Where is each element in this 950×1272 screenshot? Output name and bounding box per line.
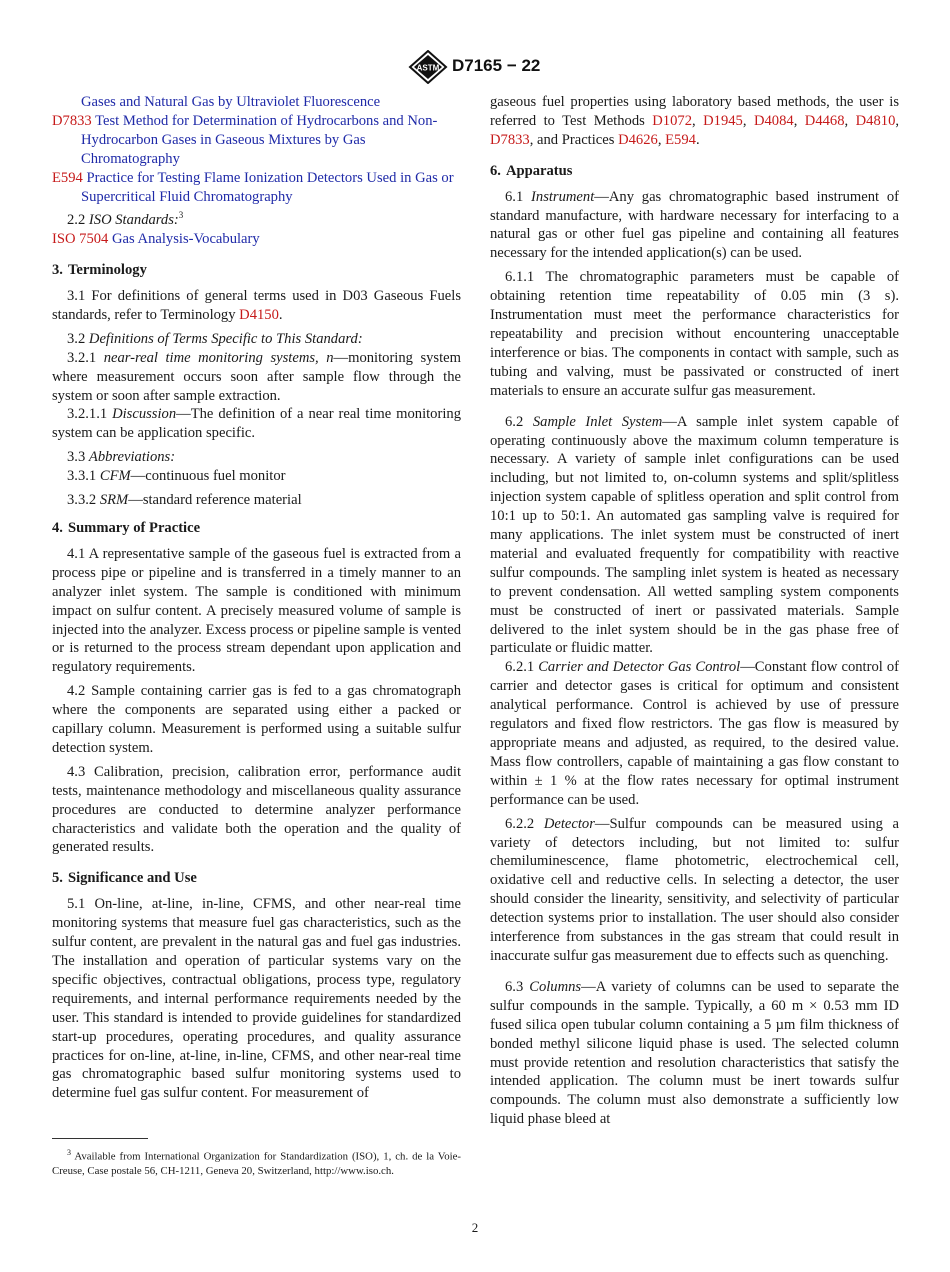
section-heading-apparatus: 6. Apparatus <box>490 162 573 179</box>
link-practice[interactable]: E594 <box>665 131 696 148</box>
link-d4150[interactable]: D4150 <box>239 306 279 323</box>
section-heading-significance: 5. Significance and Use <box>52 870 197 887</box>
link-test-method[interactable]: D7833 <box>490 131 530 148</box>
left-column <box>52 93 461 1103</box>
iso-standards-heading: 2.2 ISO Standards:$^3$ <box>67 210 184 229</box>
reference-iso-7504 <box>52 230 461 249</box>
reference-code-link[interactable]: ISO 7504 <box>52 231 109 248</box>
reference-e594 <box>52 169 461 207</box>
paragraph-3-2-1-1: 3.2.1.1 Discussion—The definition of a near real time monitoring system can be application specific. <box>52 406 461 442</box>
paragraph-6-2-2: 6.2.2 Detector—Sulfur compounds can be measured using a variety of detectors including, but not limited to: sulfur chemiluminescence, flame photometric, electrochemical cell, oxidative cell and reductive cells. In selecting a detector, the user should consider the linearity, sensitivity, and selectivity of particular detection systems prior to installation. The user should also consider interference from substances in the gas stream that could result in inaccurate sulfur gas measurement due to effects such as quenching. <box>490 815 899 964</box>
paragraph-4-2: 4.2 Sample containing carrier gas is fed to a gas chromatograph where the components are separated using either a packed or capillary column. Measurement is performed using a suitable sulfur detection system. <box>52 683 461 756</box>
reference-continuation: Gases and Natural Gas by Ultraviolet Fluorescence <box>81 94 381 110</box>
paragraph-5-1-continuation: gaseous fuel properties using laboratory based methods, the user is referred to Test Methods D1072, D1945, D4084, D4468, D4810, D7833, and Practices D4626, E594. <box>490 94 900 148</box>
section-heading-terminology: 3. Terminology <box>52 262 147 279</box>
section-heading-summary: 4. Summary of Practice <box>52 519 201 536</box>
page-number: 2 <box>471 1220 479 1235</box>
paragraph-3-3-2: 3.3.2 SRM—standard reference material <box>67 492 302 509</box>
page-header <box>0 50 950 86</box>
paragraph-6-2: 6.2 Sample Inlet System—A sample inlet system capable of operating continuously above the maximum column temperature is necessary. A variety of sample inlet configurations can be used including, but not limited to, on-column systems and split/splitless injection system capable of splitless operation and split control from 10:1 up to 50:1. An automated gas sampling valve is required for many applications. The inlet system must be constructed of inert material and evaluated frequently for compatibility with reactive sulfur compounds. The sampling inlet system is heated as necessary to prevent condensation. All wetted sampling system components must be constructed of inert or passivated materials. Sample delivered to the inlet system should be in the gas phase free of particulate or fluidic matter. <box>490 413 899 657</box>
paragraph-4-1: 4.1 A representative sample of the gaseous fuel is extracted from a process pipe or pipeline and is transferred in a timely manner to an analyzer inlet system. The sample is conditioned with minimum impact on sulfur content. A precisely measured volume of sample is injected into the analyzer. Excess process or pipeline sample is vented or is returned to the process stream dependant upon application and regulatory requirements. <box>52 545 461 676</box>
paragraph-6-1: 6.1 Instrument—Any gas chromatographic based instrument of standard manufacture, with hardware necessary for interfacing to a natural gas or other fuel gas pipeline and containing all features necessary for the intended application(s) can be used. <box>490 188 899 262</box>
footnote-ref[interactable]: 3 <box>178 210 184 221</box>
document-designation: D7165 − 22 <box>452 56 541 75</box>
link-test-method[interactable]: D1072 <box>652 112 692 129</box>
reference-code-link[interactable]: D7833 <box>52 112 92 129</box>
reference-title-link[interactable]: Gas Analysis-Vocabulary <box>112 231 260 248</box>
reference-code-link[interactable]: E594 <box>52 169 83 186</box>
paragraph-3-3: 3.3 Abbreviations: <box>67 449 176 466</box>
link-test-method[interactable]: D4468 <box>804 112 845 129</box>
paragraph-6-3: 6.3 Columns—A variety of columns can be used to separate the sulfur compounds in the sample. Typically, a 60 m × 0.53 mm ID fused silica open tubular column containing a 5 µm film thickness of bonded methyl silicone liquid phase is used. The selected column must provide retention and resolution characteristics that satisfy the intended application. The column must be inert towards sulfur compounds. The column must also demonstrate a sufficiently low liquid phase bleed at <box>490 978 899 1128</box>
link-test-method[interactable]: D4810 <box>855 112 896 129</box>
link-test-method[interactable]: D4084 <box>753 112 794 129</box>
footnote-rule <box>52 1138 148 1139</box>
paragraph-3-1: 3.1 For definitions of general terms used in D03 Gaseous Fuels standards, refer to Terminology D4150. <box>52 288 461 323</box>
link-practice[interactable]: D4626 <box>618 131 658 148</box>
right-column <box>490 93 899 1129</box>
paragraph-4-3: 4.3 Calibration, precision, calibration error, performance audit tests, maintenance methodology and miscellaneous quality assurance procedures are conducted to determine analyzer performance characteristics and validate both the operation and the quality of generated results. <box>52 763 461 856</box>
paragraph-5-1: 5.1 On-line, at-line, in-line, CFMS, and other near-real time monitoring systems that measure fuel gas characteristics, such as the sulfur content, are prevalent in the natural gas and fuel gas industries. The installation and operation of particular systems vary on the specific objectives, contractual obligations, process type, regulatory requirements, and internal performance requirements needed by the user. This standard is intended to provide guidelines for standardized start-up procedures, operating procedures, and quality assurance practices for on-line, at-line, in-line, CFMS, and other near-real time gas chromatographic based sulfur monitoring systems used to determine fuel gas sulfur content. For measurement of <box>52 896 461 1102</box>
svg-text:ASTM: ASTM <box>416 63 440 73</box>
paragraph-6-1-1: 6.1.1 The chromatographic parameters must be capable of obtaining retention time repeatability of 0.05 min (3 s). Instrumentation must meet the performance characteristics for repeatability and precision without encountering unacceptable interference or bias. The components in contact with sample, such as tubing and valving, must be passivated or constructed of inert materials to ensure an accurate sulfur gas measurement. <box>490 269 899 399</box>
astm-logo-icon <box>408 50 448 84</box>
paragraph-3-2: 3.2 Definitions of Terms Specific to This Standard: <box>67 330 363 347</box>
footnote-3: $^3$ Available from International Organization for Standardization (ISO), 1, ch. de la Voie-Creuse, Case postale 56, CH-1211, Geneva 20, Switzerland, http://www.iso.ch. <box>52 1148 462 1178</box>
reference-title-link[interactable]: Practice for Testing Flame Ionization Detectors Used in Gas or Supercritical Fluid Chromatography <box>81 169 454 205</box>
reference-d7833 <box>52 112 461 169</box>
link-test-method[interactable]: D1945 <box>703 112 743 129</box>
paragraph-3-3-1: 3.3.1 CFM—continuous fuel monitor <box>67 468 286 485</box>
paragraph-3-2-1: 3.2.1 near-real time monitoring systems, n—monitoring system where measurement occurs soon after sample flow through the system or soon after sample extraction. <box>52 349 461 404</box>
paragraph-6-2-1: 6.2.1 Carrier and Detector Gas Control—Constant flow control of carrier and detector gases is critical for optimum and consistent analytical performance. Control is achieved by use of pressure regulators and fixed flow restrictors. The gas flow is measured by appropriate means and adjusted, as required, to the desired value. Mass flow controllers, capable of maintaining a gas flow constant to within ± 1 % at the flow rates necessary for optimal instrument performance can be used. <box>490 659 899 808</box>
reference-title-link[interactable]: Test Method for Determination of Hydrocarbons and Non-Hydrocarbon Gases in Gaseous Mixtures by Gas Chromatography <box>81 112 438 167</box>
